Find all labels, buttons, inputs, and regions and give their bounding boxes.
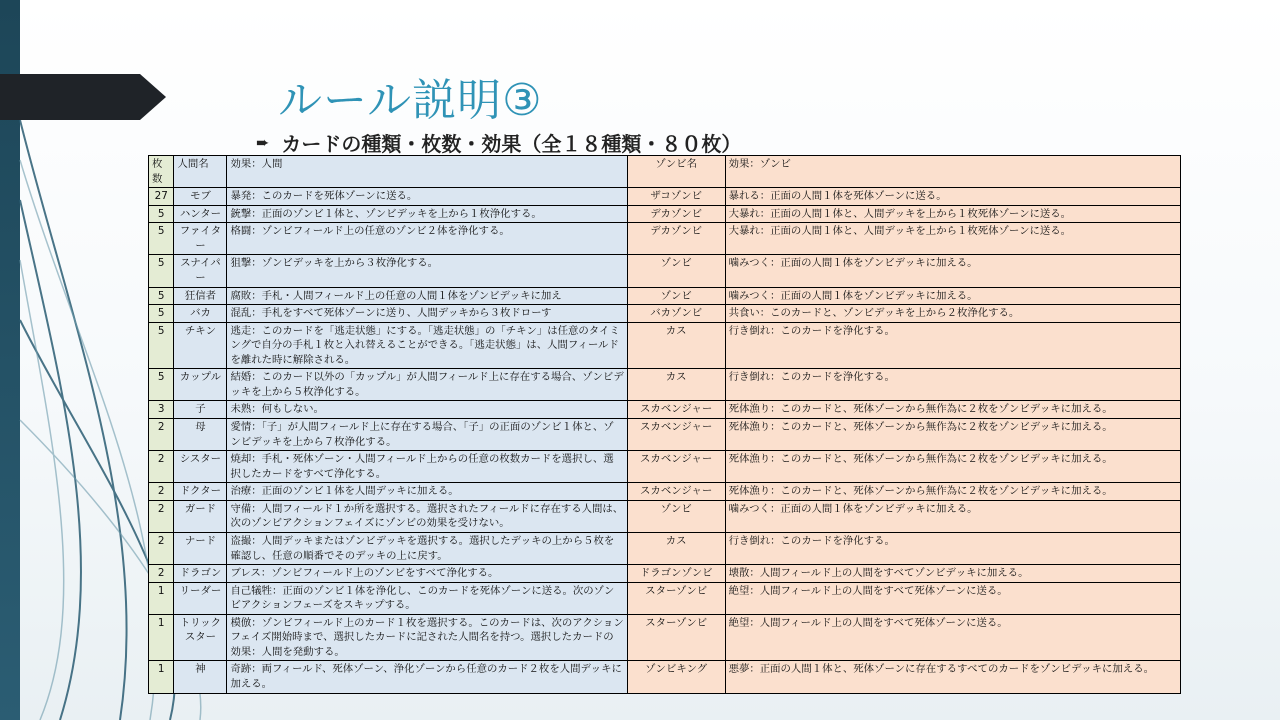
cell-human-name: ドラゴン (174, 565, 227, 583)
cell-zombie-effect: 行き倒れ：このカードを浄化する。 (725, 532, 1180, 564)
cell-zombie-name: ドラゴンゾンビ (627, 565, 725, 583)
cell-human-name: モブ (174, 188, 227, 206)
cell-human-effect: 愛情：「子」が人間フィールド上に存在する場合、「子」の正面のゾンビ１体と、ゾンビデッキを上から７枚浄化する。 (227, 419, 627, 451)
cell-zombie-name: デカゾンビ (627, 205, 725, 223)
cell-zombie-name: カス (627, 322, 725, 369)
table-row (149, 614, 1181, 661)
cell-zombie-name: ザコゾンビ (627, 188, 725, 206)
table-row (149, 483, 1181, 501)
table-row (149, 305, 1181, 323)
cell-human-effect: 盗撮：人間デッキまたはゾンビデッキを選択する。選択したデッキの上から５枚を確認し、任意の順番でそのデッキの上に戻す。 (227, 532, 627, 564)
card-table (148, 155, 1181, 694)
cell-human-name: トリックスター (174, 614, 227, 661)
cell-zombie-effect: 死体漁り：このカードと、死体ゾーンから無作為に２枚をゾンビデッキに加える。 (725, 483, 1180, 501)
table-row (149, 188, 1181, 206)
cell-human-effect: 混乱：手札をすべて死体ゾーンに送り、人間デッキから３枚ドローす (227, 305, 627, 323)
cell-human-effect: 格闘：ゾンビフィールド上の任意のゾンビ２体を浄化する。 (227, 223, 627, 255)
cell-human-name: 子 (174, 401, 227, 419)
cell-zombie-name: ゾンビ (627, 500, 725, 532)
cell-zombie-name: スターゾンビ (627, 614, 725, 661)
cell-count: 5 (149, 369, 174, 401)
cell-zombie-effect: 行き倒れ：このカードを浄化する。 (725, 369, 1180, 401)
cell-human-name: ハンター (174, 205, 227, 223)
cell-human-name: スナイパー (174, 255, 227, 287)
cell-human-name: ナード (174, 532, 227, 564)
cell-count: 5 (149, 287, 174, 305)
cell-zombie-name: スターゾンビ (627, 582, 725, 614)
cell-human-effect: ブレス：ゾンビフィールド上のゾンビをすべて浄化する。 (227, 565, 627, 583)
cell-count: 5 (149, 322, 174, 369)
cell-count: 1 (149, 661, 174, 693)
cell-human-effect: 模倣：ゾンビフィールド上のカード１枚を選択する。このカードは、次のアクションフェイズ開始時まで、選択したカードに記された人間名を持つ。選択したカードの効果：人間を発動する。 (227, 614, 627, 661)
cell-count: 2 (149, 451, 174, 483)
cell-zombie-effect: 死体漁り：このカードと、死体ゾーンから無作為に２枚をゾンビデッキに加える。 (725, 451, 1180, 483)
cell-count: 2 (149, 419, 174, 451)
cell-zombie-effect: 死体漁り：このカードと、死体ゾーンから無作為に２枚をゾンビデッキに加える。 (725, 401, 1180, 419)
cell-human-name: リーダー (174, 582, 227, 614)
cell-zombie-name: ゾンビキング (627, 661, 725, 693)
cell-zombie-effect: 噛みつく：正面の人間１体をゾンビデッキに加える。 (725, 500, 1180, 532)
cell-zombie-effect: 悪夢：正面の人間１体と、死体ゾーンに存在するすべてのカードをゾンビデッキに加える。 (725, 661, 1180, 693)
arrow-bullet-icon: ➨ (256, 133, 270, 152)
subtitle-bullet (256, 128, 741, 157)
cell-zombie-name: カス (627, 369, 725, 401)
cell-human-effect: 未熟：何もしない。 (227, 401, 627, 419)
cell-count: 27 (149, 188, 174, 206)
cell-human-name: ガード (174, 500, 227, 532)
table-row (149, 451, 1181, 483)
cell-zombie-effect: 大暴れ：正面の人間１体と、人間デッキを上から１枚死体ゾーンに送る。 (725, 223, 1180, 255)
cell-human-name: チキン (174, 322, 227, 369)
cell-zombie-name: スカベンジャー (627, 483, 725, 501)
cell-count: 2 (149, 565, 174, 583)
cell-zombie-effect: 共食い：このカードと、ゾンビデッキを上から２枚浄化する。 (725, 305, 1180, 323)
page-title: ルール説明③ (278, 75, 543, 126)
cell-human-name: ドクター (174, 483, 227, 501)
cell-count: 2 (149, 500, 174, 532)
cell-count: 5 (149, 205, 174, 223)
cell-zombie-name: デカゾンビ (627, 223, 725, 255)
cell-zombie-effect: 行き倒れ：このカードを浄化する。 (725, 322, 1180, 369)
table-row (149, 532, 1181, 564)
cell-human-effect: 腐敗：手札・人間フィールド上の任意の人間１体をゾンビデッキに加え (227, 287, 627, 305)
table-header-row (149, 156, 1181, 188)
cell-human-name: シスター (174, 451, 227, 483)
cell-zombie-effect: 死体漁り：このカードと、死体ゾーンから無作為に２枚をゾンビデッキに加える。 (725, 419, 1180, 451)
cell-zombie-name: ゾンビ (627, 287, 725, 305)
subtitle-text: カードの種類・枚数・効果（全１８種類・８０枚） (281, 132, 742, 156)
cell-count: 1 (149, 614, 174, 661)
cell-zombie-name: スカベンジャー (627, 401, 725, 419)
cell-count: 2 (149, 483, 174, 501)
cell-zombie-effect: 噛みつく：正面の人間１体をゾンビデッキに加える。 (725, 287, 1180, 305)
cell-zombie-name: カス (627, 532, 725, 564)
table-row (149, 582, 1181, 614)
cell-zombie-effect: 絶望：人間フィールド上の人間をすべて死体ゾーンに送る。 (725, 614, 1180, 661)
table-row (149, 223, 1181, 255)
cell-human-name: カップル (174, 369, 227, 401)
title-arrow-tab (0, 74, 166, 120)
cell-human-effect: 自己犠牲：正面のゾンビ１体を浄化し、このカードを死体ゾーンに送る。次のゾンビアクションフェーズをスキップする。 (227, 582, 627, 614)
cell-human-name: 神 (174, 661, 227, 693)
cell-human-effect: 結婚：このカード以外の「カップル」が人間フィールド上に存在する場合、ゾンビデッキを上から５枚浄化する。 (227, 369, 627, 401)
cell-human-name: ファイター (174, 223, 227, 255)
cell-human-effect: 奇跡：両フィールド、死体ゾーン、浄化ゾーンから任意のカード２枚を人間デッキに加える。 (227, 661, 627, 693)
header-zombie-effect: 効果：ゾンビ (725, 156, 1180, 188)
header-human-effect: 効果：人間 (227, 156, 627, 188)
cell-zombie-effect: 壊散：人間フィールド上の人間をすべてゾンビデッキに加える。 (725, 565, 1180, 583)
header-count: 枚数 (149, 156, 174, 188)
cell-count: 2 (149, 532, 174, 564)
cell-zombie-name: バカゾンビ (627, 305, 725, 323)
cell-zombie-name: ゾンビ (627, 255, 725, 287)
table-row (149, 419, 1181, 451)
cell-count: 5 (149, 223, 174, 255)
table-row (149, 322, 1181, 369)
cell-zombie-name: スカベンジャー (627, 419, 725, 451)
header-zombie-name: ゾンビ名 (627, 156, 725, 188)
cell-zombie-effect: 大暴れ：正面の人間１体と、人間デッキを上から１枚死体ゾーンに送る。 (725, 205, 1180, 223)
cell-count: 5 (149, 255, 174, 287)
table-row (149, 369, 1181, 401)
header-human-name: 人間名 (174, 156, 227, 188)
table-row (149, 255, 1181, 287)
table-row (149, 401, 1181, 419)
cell-zombie-name: スカベンジャー (627, 451, 725, 483)
table-row (149, 661, 1181, 693)
cell-human-name: 狂信者 (174, 287, 227, 305)
cell-zombie-effect: 絶望：人間フィールド上の人間をすべて死体ゾーンに送る。 (725, 582, 1180, 614)
cell-zombie-effect: 暴れる：正面の人間１体を死体ゾーンに送る。 (725, 188, 1180, 206)
table-row (149, 500, 1181, 532)
cell-human-effect: 狙撃：ゾンビデッキを上から３枚浄化する。 (227, 255, 627, 287)
cell-count: 5 (149, 305, 174, 323)
cell-human-effect: 焼却：手札・死体ゾーン・人間フィールド上からの任意の枚数カードを選択し、選択したカードをすべて浄化する。 (227, 451, 627, 483)
cell-human-effect: 治療：正面のゾンビ１体を人間デッキに加える。 (227, 483, 627, 501)
cell-zombie-effect: 噛みつく：正面の人間１体をゾンビデッキに加える。 (725, 255, 1180, 287)
cell-human-effect: 逃走：このカードを「逃走状態」にする。「逃走状態」の「チキン」は任意のタイミングで自分の手札１枚と入れ替えることができる。「逃走状態」は、人間フィールドを離れた時に解除される。 (227, 322, 627, 369)
cell-human-name: 母 (174, 419, 227, 451)
table-row (149, 287, 1181, 305)
cell-human-effect: 守備：人間フィールド１か所を選択する。選択されたフィールドに存在する人間は、次のゾンビアクションフェイズにゾンビの効果を受けない。 (227, 500, 627, 532)
cell-human-name: バカ (174, 305, 227, 323)
cell-count: 1 (149, 582, 174, 614)
table-row (149, 205, 1181, 223)
cell-count: 3 (149, 401, 174, 419)
cell-human-effect: 暴発：このカードを死体ゾーンに送る。 (227, 188, 627, 206)
table-row (149, 565, 1181, 583)
cell-human-effect: 銃撃：正面のゾンビ１体と、ゾンビデッキを上から１枚浄化する。 (227, 205, 627, 223)
